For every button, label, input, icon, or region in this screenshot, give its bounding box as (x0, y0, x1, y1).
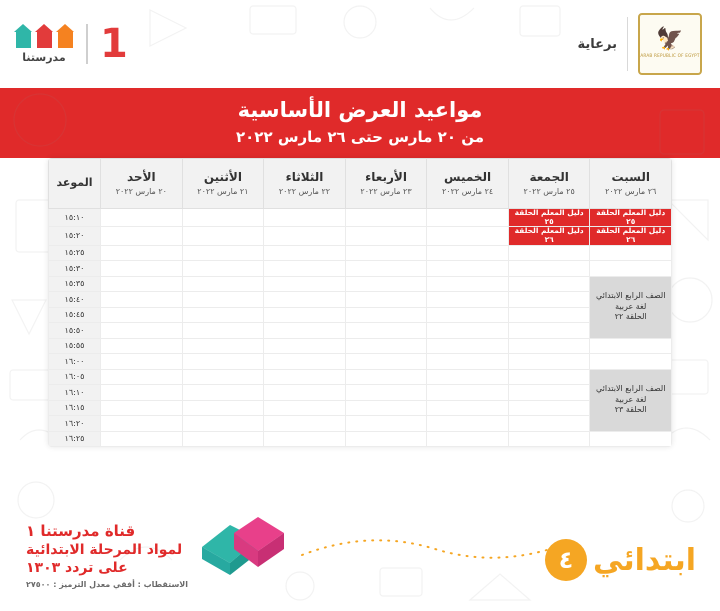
day-name: السبت (611, 169, 650, 184)
time-slot: ١٦:٢٥ (49, 431, 101, 447)
schedule-head (49, 159, 672, 209)
schedule-empty-cell (101, 227, 183, 245)
schedule-empty-cell (101, 261, 183, 277)
schedule-empty-cell (427, 400, 509, 416)
day-name: الثلاثاء (285, 169, 324, 184)
schedule-empty-cell (182, 338, 264, 354)
schedule-empty-cell (508, 245, 590, 261)
patron-label: برعاية (577, 36, 617, 52)
schedule-row (49, 276, 672, 292)
schedule-row (49, 227, 672, 245)
schedule-empty-cell (101, 338, 183, 354)
schedule-empty-cell (182, 227, 264, 245)
schedule-empty-cell (427, 209, 509, 227)
schedule-empty-cell (101, 276, 183, 292)
schedule-card-wrapper (0, 158, 720, 447)
emblem-caption: ARAB REPUBLIC OF EGYPT (640, 53, 700, 59)
schedule-empty-cell (590, 431, 672, 447)
schedule-empty-cell (264, 400, 346, 416)
schedule-empty-cell (508, 307, 590, 323)
schedule-empty-cell (345, 323, 427, 339)
schedule-empty-cell (264, 338, 346, 354)
schedule-body (49, 209, 672, 447)
schedule-empty-cell (590, 245, 672, 261)
schedule-empty-cell (427, 338, 509, 354)
schedule-empty-cell (590, 338, 672, 354)
schedule-row (49, 307, 672, 323)
schedule-empty-cell (101, 354, 183, 370)
schedule-empty-cell (101, 307, 183, 323)
day-date: ٢٢ مارس ٢٠٢٢ (278, 186, 331, 196)
schedule-empty-cell (508, 354, 590, 370)
schedule-empty-cell (345, 227, 427, 245)
day-header (264, 159, 346, 209)
day-date: ٢٦ مارس ٢٠٢٢ (605, 186, 657, 196)
schedule-empty-cell (182, 209, 264, 227)
schedule-empty-cell (101, 209, 183, 227)
schedule-empty-cell (264, 307, 346, 323)
schedule-empty-cell (101, 416, 183, 432)
schedule-empty-cell (182, 416, 264, 432)
day-header (345, 159, 427, 209)
banner-title: مواعيد العرض الأساسية (237, 98, 483, 122)
schedule-table (48, 158, 672, 447)
schedule-empty-cell (427, 276, 509, 292)
day-date: ٢٥ مارس ٢٠٢٢ (523, 186, 575, 196)
logo-text: مدرستنا (22, 51, 66, 64)
day-header (182, 159, 264, 209)
time-column-header: الموعد (49, 159, 101, 209)
day-date: ٢١ مارس ٢٠٢٢ (197, 186, 249, 196)
schedule-row (49, 385, 672, 401)
schedule-empty-cell (101, 369, 183, 385)
schedule-row (49, 261, 672, 277)
grade-number: ٤ (545, 539, 587, 581)
schedule-empty-cell (264, 292, 346, 308)
schedule-empty-cell (264, 245, 346, 261)
schedule-empty-cell (345, 385, 427, 401)
header-divider (627, 17, 628, 71)
dotted-line-decoration (300, 537, 570, 559)
time-slot: ١٦:٠٥ (49, 369, 101, 385)
egypt-emblem-icon (638, 13, 702, 75)
schedule-empty-cell (427, 292, 509, 308)
schedule-row (49, 292, 672, 308)
house-orange-icon (56, 24, 74, 48)
schedule-empty-cell (345, 354, 427, 370)
schedule-empty-cell (345, 338, 427, 354)
schedule-row (49, 431, 672, 447)
schedule-empty-cell (345, 416, 427, 432)
grade-word: ابتدائي (592, 542, 696, 578)
time-slot: ١٥:٢٠ (49, 227, 101, 245)
day-header (590, 159, 672, 209)
schedule-empty-cell (182, 245, 264, 261)
schedule-empty-cell (427, 323, 509, 339)
schedule-empty-cell (345, 245, 427, 261)
schedule-empty-cell (508, 323, 590, 339)
schedule-entry: دليل المعلم الحلقة ٢٦ (590, 227, 672, 245)
time-slot: ١٥:٣٠ (49, 261, 101, 277)
time-slot: ١٦:١٠ (49, 385, 101, 401)
schedule-row (49, 245, 672, 261)
schedule-empty-cell (345, 307, 427, 323)
schedule-empty-cell (508, 261, 590, 277)
schedule-row (49, 354, 672, 370)
schedule-empty-cell (101, 385, 183, 401)
schedule-empty-cell (427, 369, 509, 385)
schedule-empty-cell (590, 354, 672, 370)
day-name: الخميس (444, 169, 492, 184)
schedule-empty-cell (182, 431, 264, 447)
schedule-empty-cell (101, 245, 183, 261)
schedule-empty-cell (427, 385, 509, 401)
schedule-row (49, 338, 672, 354)
schedule-row (49, 369, 672, 385)
schedule-header-row (49, 159, 672, 209)
time-slot: ١٥:٥٠ (49, 323, 101, 339)
schedule-empty-cell (508, 416, 590, 432)
schedule-empty-cell (508, 385, 590, 401)
schedule-row (49, 400, 672, 416)
schedule-empty-cell (264, 261, 346, 277)
madrasatna-logo (14, 24, 74, 64)
schedule-empty-cell (182, 369, 264, 385)
books-illustration (196, 513, 288, 583)
time-slot: ١٥:٢٥ (49, 245, 101, 261)
schedule-empty-cell (264, 431, 346, 447)
day-name: الأربعاء (365, 169, 407, 184)
channel-info-line1: قناة مدرستنا ١ (26, 522, 136, 540)
schedule-empty-cell (427, 416, 509, 432)
schedule-empty-cell (182, 400, 264, 416)
channel-number: 1 (100, 21, 128, 67)
day-date: ٢٠ مارس ٢٠٢٢ (115, 186, 167, 196)
schedule-empty-cell (264, 385, 346, 401)
schedule-empty-cell (427, 307, 509, 323)
schedule-empty-cell (345, 400, 427, 416)
schedule-empty-cell (264, 323, 346, 339)
schedule-empty-cell (508, 338, 590, 354)
schedule-empty-cell (101, 431, 183, 447)
time-slot: ١٥:٥٥ (49, 338, 101, 354)
day-name: الأحد (126, 169, 156, 184)
schedule-empty-cell (427, 245, 509, 261)
schedule-empty-cell (345, 431, 427, 447)
schedule-empty-cell (264, 227, 346, 245)
schedule-empty-cell (182, 385, 264, 401)
house-teal-icon (14, 24, 32, 48)
time-slot: ١٥:٣٥ (49, 276, 101, 292)
schedule-entry: دليل المعلم الحلقة ٢٥ (508, 209, 590, 227)
page-footer (0, 503, 720, 611)
time-slot: ١٦:٢٠ (49, 416, 101, 432)
day-date: ٢٣ مارس ٢٠٢٢ (360, 186, 412, 196)
day-header (508, 159, 590, 209)
schedule-empty-cell (182, 307, 264, 323)
schedule-entry: الصف الرابع الابتدائي لغة عربية الحلقة ٢٢ (590, 276, 672, 338)
schedule-empty-cell (508, 276, 590, 292)
schedule-card (48, 158, 672, 447)
schedule-empty-cell (182, 276, 264, 292)
schedule-empty-cell (427, 261, 509, 277)
schedule-empty-cell (508, 369, 590, 385)
time-slot: ١٦:١٥ (49, 400, 101, 416)
header-left-group (14, 21, 128, 67)
header-separator-bar (86, 24, 88, 64)
schedule-empty-cell (345, 276, 427, 292)
schedule-empty-cell (264, 209, 346, 227)
channel-info-line4: الاستقطاب : أفقي معدل الترميز : ٢٧٥٠٠ (26, 580, 189, 589)
schedule-row (49, 323, 672, 339)
schedule-empty-cell (264, 416, 346, 432)
time-slot: ١٥:٤٥ (49, 307, 101, 323)
schedule-empty-cell (427, 227, 509, 245)
schedule-empty-cell (427, 354, 509, 370)
channel-info-line2: لمواد المرحلة الابتدائية (26, 542, 183, 558)
schedule-empty-cell (264, 354, 346, 370)
schedule-empty-cell (508, 431, 590, 447)
schedule-empty-cell (182, 292, 264, 308)
header-right-group (578, 13, 703, 75)
banner (0, 88, 720, 158)
house-red-icon (35, 24, 53, 48)
schedule-entry: دليل المعلم الحلقة ٢٥ (590, 209, 672, 227)
schedule-empty-cell (182, 261, 264, 277)
schedule-empty-cell (345, 369, 427, 385)
schedule-empty-cell (345, 292, 427, 308)
schedule-empty-cell (182, 354, 264, 370)
page-header (0, 0, 720, 88)
day-name: الأثنين (203, 169, 242, 184)
time-slot: ١٦:٠٠ (49, 354, 101, 370)
day-header (427, 159, 509, 209)
schedule-entry: دليل المعلم الحلقة ٢٦ (508, 227, 590, 245)
schedule-row (49, 209, 672, 227)
logo-houses-icon (14, 24, 74, 48)
schedule-entry: الصف الرابع الابتدائي لغة عربية الحلقة ٢٣ (590, 369, 672, 431)
schedule-row (49, 416, 672, 432)
schedule-empty-cell (182, 323, 264, 339)
schedule-empty-cell (345, 209, 427, 227)
day-date: ٢٤ مارس ٢٠٢٢ (441, 186, 494, 196)
banner-subtitle: من ٢٠ مارس حتى ٢٦ مارس ٢٠٢٢ (236, 128, 484, 146)
schedule-empty-cell (590, 261, 672, 277)
time-slot: ١٥:١٠ (49, 209, 101, 227)
schedule-empty-cell (508, 292, 590, 308)
time-slot: ١٥:٤٠ (49, 292, 101, 308)
schedule-empty-cell (345, 261, 427, 277)
eagle-glyph: 🦅 (656, 27, 684, 53)
schedule-empty-cell (264, 276, 346, 292)
day-header (101, 159, 183, 209)
schedule-empty-cell (101, 400, 183, 416)
schedule-empty-cell (508, 400, 590, 416)
channel-info (26, 522, 188, 589)
schedule-empty-cell (101, 323, 183, 339)
schedule-empty-cell (427, 431, 509, 447)
day-name: الجمعة (529, 169, 569, 184)
channel-info-line3: على تردد ١٣٠٣ (26, 560, 128, 576)
schedule-empty-cell (264, 369, 346, 385)
schedule-empty-cell (101, 292, 183, 308)
